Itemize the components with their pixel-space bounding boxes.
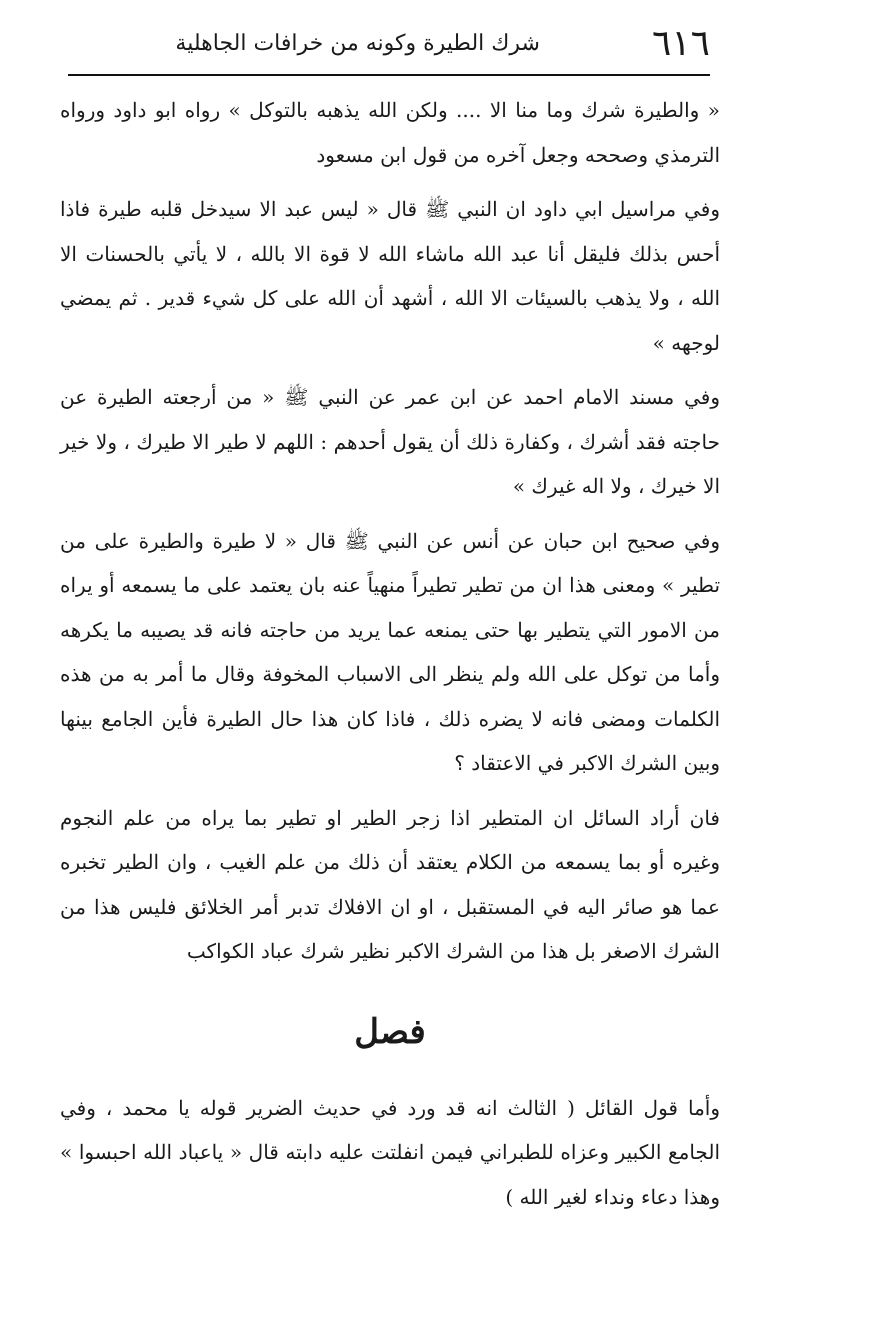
section-heading: فصل [354, 1011, 426, 1052]
text-line: فان أراد السائل ان المتطير اذا زجر الطير او تطير بما يراه من علم النجوم [60, 805, 720, 830]
closing-paragraph [60, 1086, 720, 1220]
text-line: الجامع الكبير وعزاه للطبراني فيمن انفلتت عليه دابته قال « ياعباد الله احبسوا » [60, 1140, 720, 1164]
text-line: عما هو صائر اليه في المستقبل ، او ان الافلاك تدبر أمر الخلائق فليس هذا من [60, 894, 720, 919]
header-rule [68, 74, 710, 76]
text-line: وأما قول القائل ( الثالث انه قد ورد في حديث الضرير قوله يا محمد ، وفي [60, 1095, 720, 1120]
text-line: فاذا أحس بذلك فليقل أنا عبد الله ماشاء الله لا قوة الا بالله ، لا يأتي بالحسنات [60, 197, 720, 266]
paragraph-3 [60, 375, 720, 509]
text-line: وفي مسند الامام احمد عن ابن عمر عن النبي ﷺ « من أرجعته الطيرة عن [60, 385, 720, 409]
text-line: حاجته فقد أشرك ، وكفارة ذلك أن يقول أحدهم : اللهم لا طير الا طيرك ، ولا [95, 429, 720, 454]
text-line: ومعنى هذا ان من تطير تطيراً منهياً عنه بان يعتمد على ما يسمعه أو يراه [60, 573, 656, 597]
paragraph-2 [60, 187, 720, 365]
text-line: الترمذي وصححه وجعل آخره من قول ابن مسعود [316, 142, 720, 167]
text-line: وغيره أو بما يسمعه من الكلام يعتقد أن ذلك من علم الغيب ، وان الطير تخبره [60, 850, 720, 874]
text-line: ومضى فانه لا يضره ذلك ، فاذا كان هذا حال الطيرة فأين الجامع بينها وبين [60, 706, 720, 775]
page-number: ٦١٦ [651, 23, 710, 64]
text-line: الشرك الاصغر بل هذا من الشرك الاكبر نظير شرك عباد الكواكب [186, 939, 720, 963]
running-head [70, 18, 710, 70]
text-line: من الامور التي يتطير بها حتى يمنعه عما يريد من حاجته فانه قد يصيبه ما يكرهه [60, 617, 720, 642]
text-line: يمضي لوجهه » [60, 286, 720, 355]
text-line: وفي مراسيل ابي داود ان النبي ﷺ قال « ليس عبد الا سيدخل قلبه طيرة [98, 197, 720, 221]
text-line: خير الا خيرك ، ولا اله غيرك » [60, 429, 720, 498]
running-title: شرك الطيرة وكونه من خرافات الجاهلية [175, 31, 540, 56]
text-line: وفي صحيح ابن حبان عن أنس عن النبي ﷺ قال « لا طيرة والطيرة على من تطير » [60, 528, 721, 597]
text-line: « والطيرة شرك وما منا الا .... ولكن الله يذهبه بالتوكل » رواه ابو داود ورواه [60, 98, 720, 122]
body-text [60, 88, 720, 1219]
paragraph-4 [60, 519, 720, 786]
text-line: وأما من توكل على الله ولم ينظر الى الاسباب المخوفة وقال ما أمر به من هذه الكلمات [60, 662, 721, 731]
text-line: الا الله ، ولا يذهب بالسيئات الا الله ، أشهد أن الله على كل شيء قدير . ثم [60, 241, 721, 310]
paragraph-5 [60, 796, 720, 974]
text-line: الشرك الاكبر في الاعتقاد ؟ [454, 751, 678, 775]
paragraph-1 [60, 88, 720, 177]
text-line: وهذا دعاء ونداء لغير الله ) [505, 1184, 720, 1209]
